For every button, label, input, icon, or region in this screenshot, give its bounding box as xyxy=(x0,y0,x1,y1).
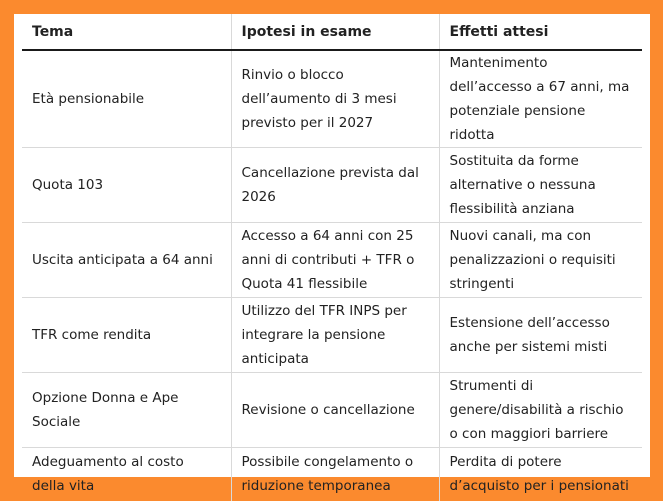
header-ipotesi: Ipotesi in esame xyxy=(231,14,439,50)
cell-ipotesi: Utilizzo del TFR INPS per integrare la pensione anticipata xyxy=(231,298,439,373)
cell-effetti: Estensione dell’accesso anche per sistemi misti xyxy=(439,298,642,373)
cell-effetti: Sostituita da forme alternative o nessuna flessibilità anziana xyxy=(439,148,642,223)
table-row xyxy=(22,448,642,501)
cell-effetti: Strumenti di genere/disabilità a rischio o con maggiori barriere xyxy=(439,373,642,448)
header-effetti: Effetti attesi xyxy=(439,14,642,50)
cell-tema: Quota 103 xyxy=(22,148,231,223)
cell-tema: Adeguamento al costo della vita xyxy=(22,448,231,501)
cell-ipotesi: Possibile congelamento o riduzione temporanea xyxy=(231,448,439,501)
cell-effetti: Mantenimento dell’accesso a 67 anni, ma potenziale pensione ridotta xyxy=(439,50,642,148)
table-row xyxy=(22,223,642,298)
cell-tema: TFR come rendita xyxy=(22,298,231,373)
cell-tema: Età pensionabile xyxy=(22,50,231,148)
cell-effetti: Perdita di potere d’acquisto per i pensionati xyxy=(449,454,629,494)
content-panel xyxy=(14,14,650,494)
pension-table xyxy=(22,14,642,501)
header-tema: Tema xyxy=(22,14,231,50)
table-header-row xyxy=(22,14,642,50)
cell-ipotesi: Revisione o cancellazione xyxy=(231,373,439,448)
table-row xyxy=(22,148,642,223)
cell-effetti: Nuovi canali, ma con penalizzazioni o requisiti stringenti xyxy=(439,223,642,298)
table-row xyxy=(22,298,642,373)
table-row xyxy=(22,373,642,448)
cell-tema: Uscita anticipata a 64 anni xyxy=(22,223,231,298)
cell-tema: Opzione Donna e Ape Sociale xyxy=(22,373,231,448)
cell-ipotesi: Accesso a 64 anni con 25 anni di contributi + TFR o Quota 41 flessibile xyxy=(231,223,439,298)
cell-ipotesi: Cancellazione prevista dal 2026 xyxy=(231,148,439,223)
table-row xyxy=(22,50,642,148)
cell-ipotesi: Rinvio o blocco dell’aumento di 3 mesi previsto per il 2027 xyxy=(231,50,439,148)
